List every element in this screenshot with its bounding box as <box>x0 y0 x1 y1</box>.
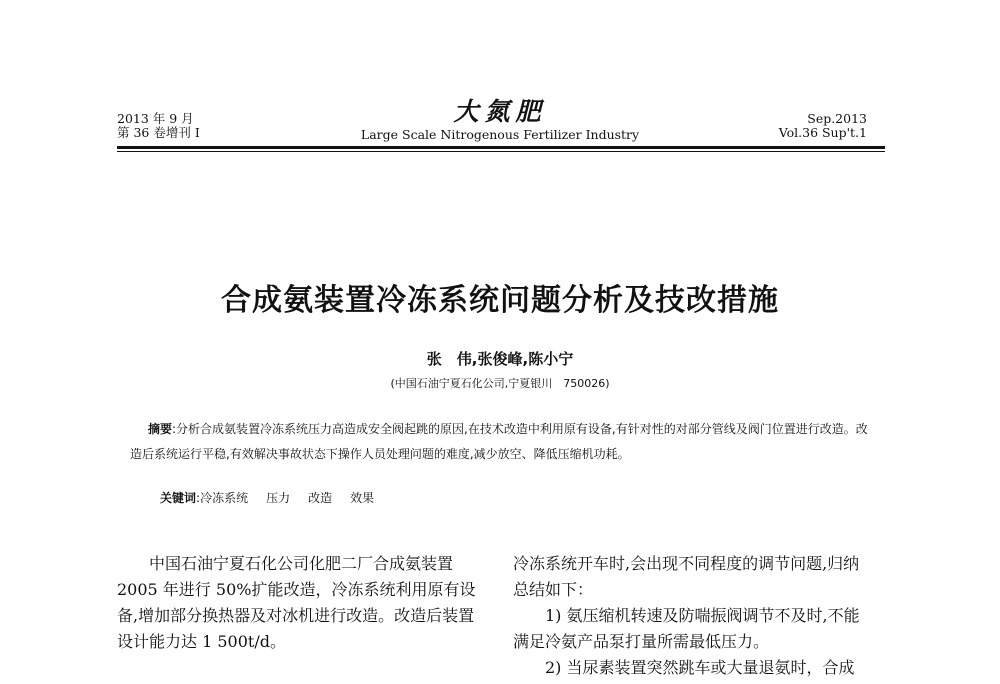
journal-logo: 大氮肥 <box>453 97 547 126</box>
header-rule-thin <box>117 151 885 152</box>
journal-name-en: Large Scale Nitrogenous Fertilizer Industry <box>360 127 640 142</box>
header-rule-thick <box>117 146 885 149</box>
journal-issue-right <box>779 112 867 140</box>
abstract <box>130 417 870 467</box>
article-authors: 张 伟,张俊峰,陈小宁 <box>426 350 574 368</box>
body-list-item-1: 1) 氨压缩机转速及防喘振阀调节不及时,不能满足冷氨产品泵打量所需最低压力。 <box>513 606 860 651</box>
issue-date-cn: 2013 年 9 月 <box>117 111 194 126</box>
keyword: 改造 <box>308 491 333 505</box>
keyword: 冷冻系统 <box>200 491 249 505</box>
keywords-label: 关键词 <box>160 491 197 505</box>
body-right-column <box>513 551 873 681</box>
abstract-label: 摘要 <box>148 422 173 436</box>
issue-date-en: Sep.2013 <box>807 111 867 126</box>
body-list-item-2: 2) 当尿素装置突然跳车或大量退氨时，合成 <box>545 658 855 677</box>
article-affiliation: (中国石油宁夏石化公司,宁夏银川 750026) <box>390 377 610 390</box>
keyword: 压力 <box>266 491 291 505</box>
abstract-text: :分析合成氨装置冷冻系统压力高造成安全阀起跳的原因,在技术改造中利用原有设备,有针对性的对部分管线及阀门位置进行改造。改造后系统运行平稳,有效解决事故状态下操作人员处理问题的难度,减少放空、降低压缩机功耗。 <box>130 422 868 461</box>
keywords: 关键词:冷冻系统 压力 改造 效果 <box>160 491 375 505</box>
issue-volume-en: Vol.36 Sup't.1 <box>778 125 867 140</box>
keyword: 效果 <box>350 491 375 505</box>
article-title: 合成氨装置冷冻系统问题分析及技改措施 <box>221 283 779 318</box>
body-paragraph: 冷冻系统开车时,会出现不同程度的调节问题,归纳总结如下： <box>513 554 860 599</box>
body-left-column: 中国石油宁夏石化公司化肥二厂合成氨装置2005 年进行 50%扩能改造，冷冻系统利用原有设备,增加部分换热器及对冰机进行改造。改造后装置设计能力达 1 500t/d。 <box>117 554 476 651</box>
issue-volume-cn: 第 36 卷增刊 I <box>117 125 200 140</box>
